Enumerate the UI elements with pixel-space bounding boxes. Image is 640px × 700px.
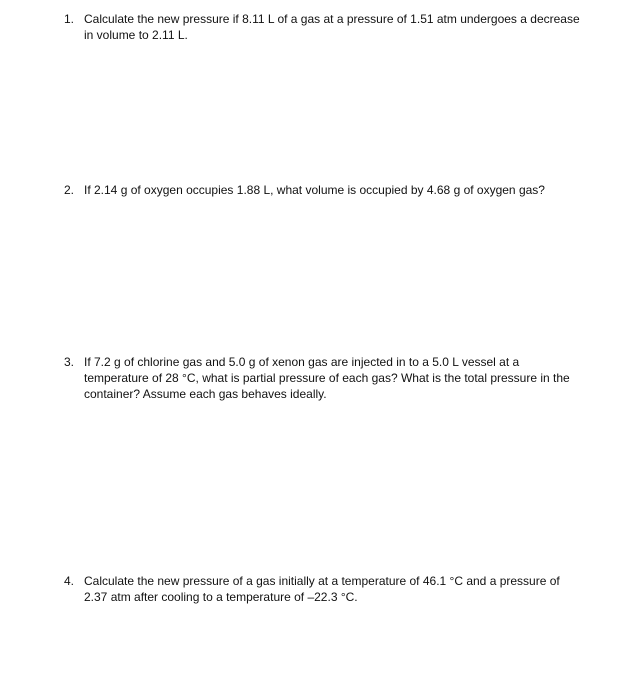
question-2	[64, 182, 584, 198]
question-number: 1.	[64, 12, 75, 26]
question-text: If 7.2 g of chlorine gas and 5.0 g of xenon gas are injected in to a 5.0 L vessel at a temperature of 28 °C, what is partial pressure of each gas? What is the total pressure in the container? Assume each gas behaves ideally.	[84, 355, 570, 401]
question-text: Calculate the new pressure if 8.11 L of a gas at a pressure of 1.51 atm undergoes a decrease in volume to 2.11 L.	[84, 12, 580, 42]
question-4	[64, 573, 584, 605]
question-text: Calculate the new pressure of a gas initially at a temperature of 46.1 °C and a pressure of 2.37 atm after cooling to a temperature of –22.3 °C.	[84, 574, 560, 604]
question-number: 3.	[64, 355, 75, 369]
question-number: 4.	[64, 574, 75, 588]
question-number: 2.	[64, 183, 75, 197]
question-text: If 2.14 g of oxygen occupies 1.88 L, what volume is occupied by 4.68 g of oxygen gas?	[84, 183, 545, 197]
question-1	[64, 11, 584, 43]
question-3	[64, 354, 584, 402]
